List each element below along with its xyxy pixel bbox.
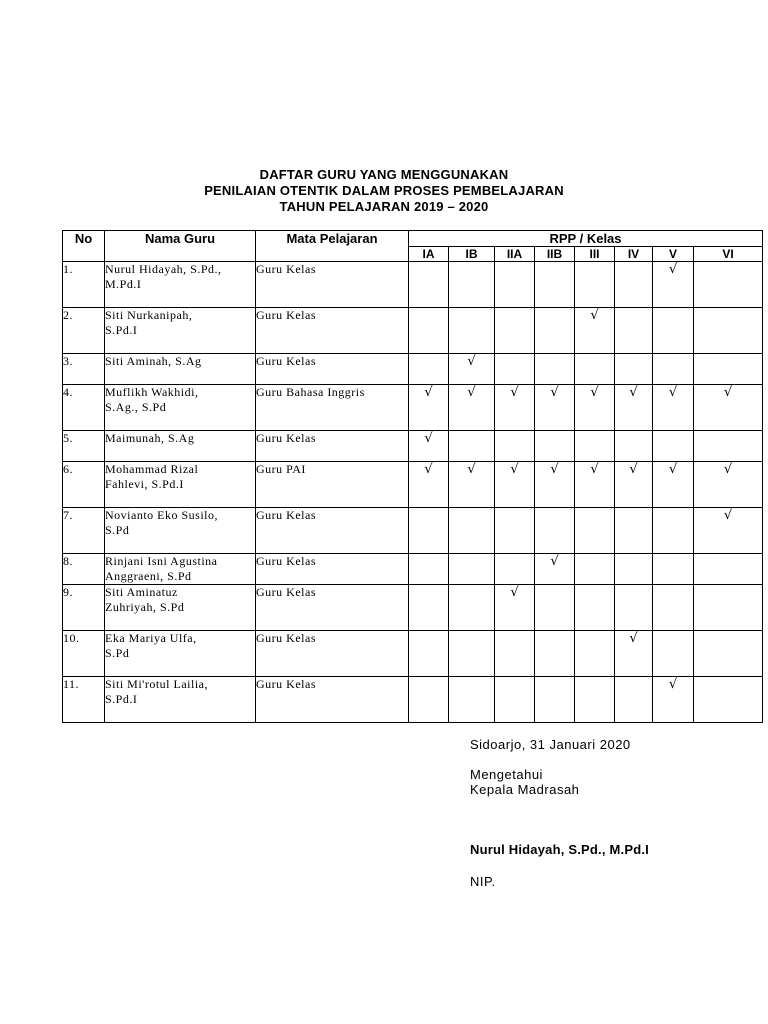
class-cell-vi [694,508,763,554]
class-cell-iib [535,385,575,431]
class-cell-ib [449,677,495,723]
class-cell-iib [535,677,575,723]
title-line-2: PENILAIAN OTENTIK DALAM PROSES PEMBELAJARAN [204,183,564,198]
row-number: 2. [63,308,105,354]
header-class-iv: IV [615,247,653,262]
class-cell-ib [449,308,495,354]
class-cell-iv [615,462,653,508]
class-cell-ib [449,262,495,308]
header-class-iii: III [575,247,615,262]
table-row [63,431,763,462]
header-class-ib: IB [449,247,495,262]
class-cell-v [653,508,694,554]
class-cell-ia [409,385,449,431]
class-cell-iia [495,677,535,723]
class-cell-ia [409,677,449,723]
class-cell-iii [575,308,615,354]
class-cell-v [653,677,694,723]
teacher-name-cell [105,631,256,677]
class-cell-ia [409,354,449,385]
check-mark-icon: √ [424,431,433,446]
row-number: 8. [63,554,105,585]
class-cell-v [653,554,694,585]
teacher-name-cell [105,385,256,431]
class-cell-vi [694,308,763,354]
table-row [63,308,763,354]
teacher-name-line-2: Zuhriyah, S.Pd [105,600,185,614]
subject-cell: Guru PAI [256,462,409,508]
class-cell-ia [409,262,449,308]
class-cell-vi [694,354,763,385]
class-cell-ib [449,508,495,554]
class-cell-iib [535,431,575,462]
header-class-ia: IA [409,247,449,262]
signature-role: Kepala Madrasah [470,782,580,797]
subject-cell: Guru Kelas [256,677,409,723]
signature-nip: NIP. [470,874,496,889]
check-mark-icon: √ [723,462,733,477]
teacher-name-line-2: S.Ag., S.Pd [105,400,167,414]
class-cell-iii [575,508,615,554]
class-cell-iia [495,631,535,677]
header-mata-pelajaran: Mata Pelajaran [256,231,409,262]
header-class-v: V [653,247,694,262]
class-cell-iia [495,508,535,554]
class-cell-iii [575,431,615,462]
teacher-name-cell [105,431,256,462]
check-mark-icon: √ [590,385,599,400]
header-class-vi: VI [694,247,763,262]
class-cell-ia [409,431,449,462]
table-row [63,631,763,677]
check-mark-icon: √ [550,462,559,477]
class-cell-iib [535,508,575,554]
class-cell-v [653,385,694,431]
teacher-name-cell [105,262,256,308]
check-mark-icon: √ [629,385,638,400]
class-cell-iii [575,354,615,385]
subject-cell: Guru Bahasa Inggris [256,385,409,431]
check-mark-icon: √ [424,462,433,477]
teacher-name-line-2: S.Pd [105,523,130,537]
row-number: 4. [63,385,105,431]
class-cell-iv [615,508,653,554]
class-cell-iii [575,677,615,723]
table-row [63,554,763,585]
teacher-name-line-1: Mohammad Rizal [105,462,199,476]
class-cell-iv [615,554,653,585]
teacher-table [62,230,763,723]
teacher-name-line-1: Maimunah, S.Ag [105,431,195,445]
teacher-name-line-1: Muflikh Wakhidi, [105,385,199,399]
teacher-name-cell [105,585,256,631]
class-cell-iv [615,431,653,462]
table-row [63,262,763,308]
signature-name: Nurul Hidayah, S.Pd., M.Pd.I [470,842,649,857]
check-mark-icon: √ [510,462,519,477]
class-cell-ia [409,462,449,508]
check-mark-icon: √ [668,385,678,400]
class-cell-ib [449,431,495,462]
check-mark-icon: √ [550,385,559,400]
teacher-name-line-2: S.Pd [105,646,130,660]
class-cell-iib [535,554,575,585]
check-mark-icon: √ [668,677,678,692]
class-cell-iia [495,431,535,462]
class-cell-vi [694,677,763,723]
row-number: 9. [63,585,105,631]
teacher-name-cell [105,508,256,554]
class-cell-vi [694,262,763,308]
class-cell-iia [495,385,535,431]
header-class-iia: IIA [495,247,535,262]
subject-cell: Guru Kelas [256,585,409,631]
class-cell-iv [615,262,653,308]
teacher-name-line-1: Nurul Hidayah, S.Pd., [105,262,222,276]
class-cell-vi [694,431,763,462]
class-cell-iv [615,308,653,354]
check-mark-icon: √ [467,354,476,369]
class-cell-iib [535,262,575,308]
class-cell-v [653,585,694,631]
class-cell-iv [615,354,653,385]
subject-cell: Guru Kelas [256,508,409,554]
teacher-name-line-2: Anggraeni, S.Pd [105,569,192,583]
class-cell-iv [615,631,653,677]
row-number: 10. [63,631,105,677]
check-mark-icon: √ [723,508,733,523]
class-cell-ia [409,308,449,354]
teacher-name-line-1: Novianto Eko Susilo, [105,508,219,522]
check-mark-icon: √ [723,385,733,400]
teacher-name-line-2: Fahlevi, S.Pd.I [105,477,184,491]
class-cell-ib [449,462,495,508]
class-cell-vi [694,585,763,631]
check-mark-icon: √ [424,385,433,400]
teacher-name-cell [105,308,256,354]
class-cell-iia [495,262,535,308]
class-cell-v [653,631,694,677]
teacher-name-cell [105,554,256,585]
row-number: 1. [63,262,105,308]
class-cell-iia [495,308,535,354]
class-cell-iv [615,585,653,631]
row-number: 5. [63,431,105,462]
subject-cell: Guru Kelas [256,631,409,677]
row-number: 7. [63,508,105,554]
class-cell-v [653,462,694,508]
signature-mengetahui: Mengetahui [470,767,543,782]
teacher-name-line-1: Siti Nurkanipah, [105,308,193,322]
check-mark-icon: √ [590,462,599,477]
class-cell-v [653,262,694,308]
check-mark-icon: √ [590,308,599,323]
check-mark-icon: √ [629,462,638,477]
class-cell-v [653,354,694,385]
class-cell-ib [449,554,495,585]
class-cell-ia [409,508,449,554]
class-cell-vi [694,631,763,677]
header-nama-guru: Nama Guru [105,231,256,262]
check-mark-icon: √ [668,262,678,277]
teacher-name-line-1: Eka Mariya Ulfa, [105,631,197,645]
class-cell-vi [694,385,763,431]
teacher-name-line-1: Siti Aminatuz [105,585,178,599]
check-mark-icon: √ [510,385,519,400]
row-number: 3. [63,354,105,385]
title-line-1: DAFTAR GURU YANG MENGGUNAKAN [259,167,509,182]
class-cell-iia [495,354,535,385]
class-cell-iib [535,462,575,508]
class-cell-ib [449,354,495,385]
class-cell-ib [449,585,495,631]
header-no: No [63,231,105,262]
teacher-name-cell [105,677,256,723]
teacher-name-line-2: M.Pd.I [105,277,142,291]
teacher-name-cell [105,354,256,385]
title-line-3: TAHUN PELAJARAN 2019 – 2020 [279,199,489,214]
class-cell-iv [615,677,653,723]
check-mark-icon: √ [467,462,476,477]
class-cell-vi [694,554,763,585]
class-cell-iii [575,585,615,631]
check-mark-icon: √ [467,385,476,400]
class-cell-iii [575,262,615,308]
class-cell-iv [615,385,653,431]
class-cell-iii [575,462,615,508]
subject-cell: Guru Kelas [256,431,409,462]
class-cell-iia [495,554,535,585]
teacher-name-line-2: S.Pd.I [105,323,138,337]
class-cell-ia [409,554,449,585]
teacher-name-line-1: Siti Aminah, S.Ag [105,354,202,368]
table-row [63,354,763,385]
table-row [63,385,763,431]
header-rpp-kelas: RPP / Kelas [409,231,763,247]
class-cell-iib [535,631,575,677]
row-number: 6. [63,462,105,508]
signature-place-date: Sidoarjo, 31 Januari 2020 [470,737,631,752]
table-row [63,677,763,723]
class-cell-ia [409,585,449,631]
document-title [0,167,768,215]
subject-cell: Guru Kelas [256,354,409,385]
class-cell-ia [409,631,449,677]
table-row [63,462,763,508]
subject-cell: Guru Kelas [256,308,409,354]
check-mark-icon: √ [668,462,678,477]
class-cell-v [653,308,694,354]
class-cell-vi [694,462,763,508]
check-mark-icon: √ [510,585,519,600]
teacher-name-line-1: Siti Mi'rotul Lailia, [105,677,208,691]
table-row [63,585,763,631]
class-cell-iia [495,462,535,508]
class-cell-iia [495,585,535,631]
check-mark-icon: √ [550,554,559,569]
class-cell-iii [575,631,615,677]
teacher-name-line-2: S.Pd.I [105,692,138,706]
class-cell-iii [575,554,615,585]
teacher-name-line-1: Rinjani Isni Agustina [105,554,218,568]
header-class-iib: IIB [535,247,575,262]
subject-cell: Guru Kelas [256,262,409,308]
class-cell-iib [535,585,575,631]
class-cell-ib [449,385,495,431]
class-cell-iib [535,308,575,354]
class-cell-iib [535,354,575,385]
class-cell-ib [449,631,495,677]
subject-cell: Guru Kelas [256,554,409,585]
teacher-name-cell [105,462,256,508]
class-cell-iii [575,385,615,431]
check-mark-icon: √ [629,631,638,646]
class-cell-v [653,431,694,462]
row-number: 11. [63,677,105,723]
table-row [63,508,763,554]
